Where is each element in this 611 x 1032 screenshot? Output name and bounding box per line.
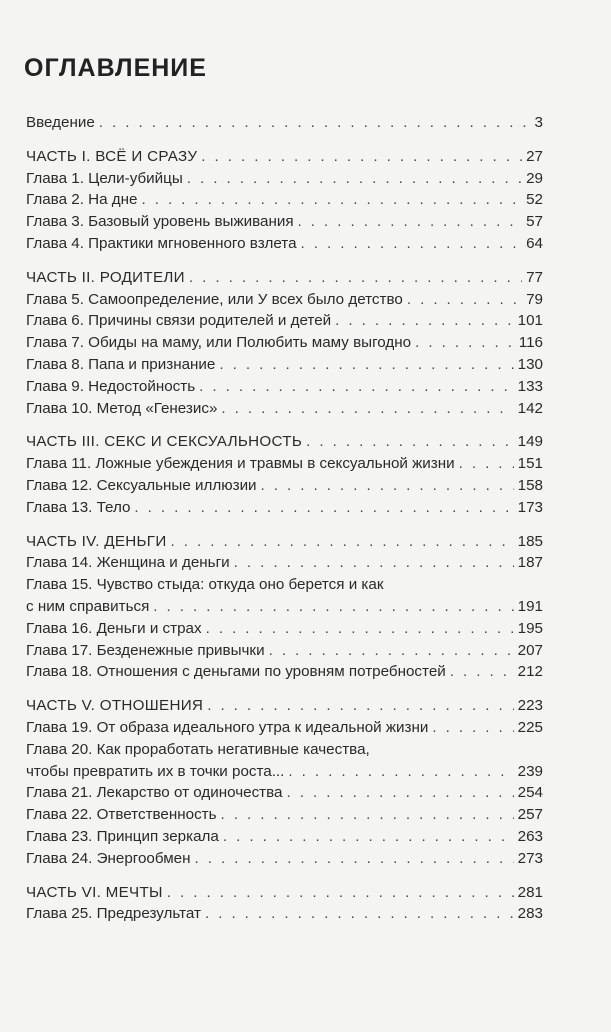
toc-entry-title: Глава 13. Тело — [26, 498, 131, 516]
dot-leader — [199, 376, 514, 398]
toc-entry-title: Глава 14. Женщина и деньги — [26, 554, 230, 572]
toc-entry-title: Глава 6. Причины связи родителей и детей — [26, 312, 332, 330]
toc-entry — [26, 354, 543, 376]
dot-leader — [206, 618, 514, 640]
toc-entry-title: Глава 21. Лекарство от одиночества — [26, 784, 283, 802]
toc-entry-title: Глава 10. Метод «Генезис» — [26, 399, 218, 417]
toc-page-number: 151 — [517, 455, 543, 473]
toc-entry-title: Глава 22. Ответственность — [26, 806, 217, 824]
toc-entry-title: ЧАСТЬ V. ОТНОШЕНИЯ — [26, 697, 204, 715]
dot-leader — [171, 531, 514, 553]
dot-leader — [207, 695, 513, 717]
toc-entry-title: ЧАСТЬ III. СЕКС И СЕКСУАЛЬНОСТЬ — [26, 433, 303, 451]
toc-page-number: 142 — [517, 399, 543, 417]
toc-page-number: 212 — [517, 663, 543, 681]
toc-entry-title: чтобы превратить их в точки роста... — [26, 762, 285, 780]
toc-page-number: 173 — [517, 498, 543, 516]
dot-leader — [189, 267, 522, 289]
dot-leader — [219, 354, 513, 376]
toc-page-number: 191 — [517, 597, 543, 615]
toc-entry-title: Глава 3. Базовый уровень выживания — [26, 213, 294, 231]
section-gap — [26, 255, 543, 267]
section-gap — [26, 870, 543, 882]
page-title: ОГЛАВЛЕНИЕ — [24, 54, 207, 82]
toc-entry-title: Глава 12. Сексуальные иллюзии — [26, 476, 257, 494]
toc-entry — [26, 497, 543, 519]
toc-entry — [26, 189, 543, 211]
toc-page-number: 187 — [517, 554, 543, 572]
toc-page-number: 257 — [517, 806, 543, 824]
toc-page-number: 29 — [526, 169, 543, 187]
toc-entry — [26, 310, 543, 332]
toc-entry — [26, 618, 543, 640]
toc-page-number: 130 — [517, 355, 543, 373]
section-gap — [26, 519, 543, 531]
dot-leader — [301, 233, 523, 255]
toc-page-number: 64 — [526, 234, 543, 252]
table-of-contents — [26, 112, 543, 925]
toc-entry-title: Глава 4. Практики мгновенного взлета — [26, 234, 297, 252]
toc-page-number: 281 — [517, 883, 543, 901]
dot-leader — [234, 552, 514, 574]
dot-leader — [288, 761, 513, 783]
toc-page-number: 149 — [517, 433, 543, 451]
section-gap — [26, 134, 543, 146]
toc-entry — [26, 168, 543, 190]
toc-part — [26, 431, 543, 453]
section-gap — [26, 683, 543, 695]
toc-part — [26, 531, 543, 553]
toc-page-number: 52 — [526, 191, 543, 209]
dot-leader — [415, 332, 515, 354]
dot-leader — [261, 475, 514, 497]
section-gap — [26, 419, 543, 431]
toc-entry — [26, 552, 543, 574]
toc-entry-title: Глава 7. Обиды на маму, или Полюбить маму выгодно — [26, 334, 412, 352]
dot-leader — [134, 497, 513, 519]
toc-entry-title: ЧАСТЬ VI. МЕЧТЫ — [26, 883, 163, 901]
toc-entry-title: Глава 23. Принцип зеркала — [26, 827, 219, 845]
toc-page-number: 263 — [517, 827, 543, 845]
toc-entry-title: Глава 8. Папа и признание — [26, 355, 216, 373]
toc-page-number: 195 — [517, 619, 543, 637]
toc-entry-title: Глава 11. Ложные убеждения и травмы в сексуальной жизни — [26, 455, 455, 473]
dot-leader — [195, 848, 514, 870]
dot-leader — [269, 640, 514, 662]
toc-page-number: 133 — [517, 377, 543, 395]
toc-entry — [26, 211, 543, 233]
toc-entry-title: ЧАСТЬ II. РОДИТЕЛИ — [26, 268, 185, 286]
toc-entry — [26, 782, 543, 804]
toc-part — [26, 882, 543, 904]
toc-page-number: 185 — [517, 532, 543, 550]
dot-leader — [187, 168, 522, 190]
dot-leader — [221, 398, 513, 420]
toc-page-number: 27 — [526, 147, 543, 165]
toc-part — [26, 146, 543, 168]
dot-leader — [286, 782, 513, 804]
toc-entry-line: Глава 15. Чувство стыда: откуда оно берется и как — [26, 576, 384, 594]
toc-part — [26, 267, 543, 289]
toc-entry — [26, 761, 543, 783]
toc-entry-title: Глава 16. Деньги и страх — [26, 619, 202, 637]
toc-entry — [26, 289, 543, 311]
toc-entry — [26, 717, 543, 739]
toc-page-number: 101 — [517, 312, 543, 330]
toc-page-number: 223 — [517, 697, 543, 715]
toc-entry-title: Глава 9. Недостойность — [26, 377, 196, 395]
toc-entry-title: Глава 5. Самоопределение, или У всех было детство — [26, 290, 403, 308]
toc-page-number: 77 — [526, 268, 543, 286]
toc-page-number: 116 — [518, 334, 543, 352]
toc-entry-title: ЧАСТЬ IV. ДЕНЬГИ — [26, 532, 167, 550]
dot-leader — [223, 826, 514, 848]
toc-entry-title: Глава 25. Предрезультат — [26, 905, 201, 923]
toc-entry — [26, 903, 543, 925]
toc-page-number: 57 — [526, 213, 543, 231]
toc-entry — [26, 848, 543, 870]
toc-entry — [26, 475, 543, 497]
dot-leader — [407, 289, 522, 311]
dot-leader — [459, 453, 514, 475]
toc-entry-title: Введение — [26, 114, 95, 131]
dot-leader — [298, 211, 523, 233]
toc-entry-title: Глава 2. На дне — [26, 191, 138, 209]
toc-entry-title: Глава 19. От образа идеального утра к идеальной жизни — [26, 718, 429, 736]
toc-entry — [26, 332, 543, 354]
toc-entry — [26, 453, 543, 475]
toc-entry — [26, 376, 543, 398]
toc-page-number: 3 — [534, 114, 543, 131]
toc-entry — [26, 826, 543, 848]
dot-leader — [221, 804, 514, 826]
dot-leader — [167, 882, 514, 904]
dot-leader — [432, 717, 513, 739]
toc-page-number: 225 — [517, 718, 543, 736]
dot-leader — [306, 431, 514, 453]
toc-entry — [26, 112, 543, 134]
toc-entry-title: ЧАСТЬ I. ВСЁ И СРАЗУ — [26, 147, 198, 165]
toc-page-number: 158 — [517, 476, 543, 494]
toc-entry — [26, 661, 543, 683]
dot-leader — [450, 661, 514, 683]
dot-leader — [335, 310, 514, 332]
toc-page-number: 239 — [517, 762, 543, 780]
toc-page-number: 273 — [517, 849, 543, 867]
dot-leader — [201, 146, 522, 168]
toc-entry-title: Глава 1. Цели-убийцы — [26, 169, 183, 187]
toc-page-number: 207 — [517, 641, 543, 659]
toc-entry-title: Глава 18. Отношения с деньгами по уровням потребностей — [26, 663, 446, 681]
toc-entry-line: Глава 20. Как проработать негативные качества, — [26, 740, 370, 758]
toc-entry — [26, 398, 543, 420]
dot-leader — [153, 596, 513, 618]
toc-entry — [26, 640, 543, 662]
dot-leader — [141, 189, 522, 211]
dot-leader — [205, 903, 514, 925]
toc-entry-title: Глава 24. Энергообмен — [26, 849, 191, 867]
toc-page-number: 79 — [526, 290, 543, 308]
toc-entry — [26, 233, 543, 255]
toc-entry-title: с ним справиться — [26, 597, 150, 615]
dot-leader — [99, 112, 531, 134]
toc-page-number: 254 — [517, 784, 543, 802]
toc-entry — [26, 804, 543, 826]
toc-part — [26, 695, 543, 717]
toc-entry — [26, 596, 543, 618]
toc-page-number: 283 — [517, 905, 543, 923]
toc-entry-title: Глава 17. Безденежные привычки — [26, 641, 265, 659]
